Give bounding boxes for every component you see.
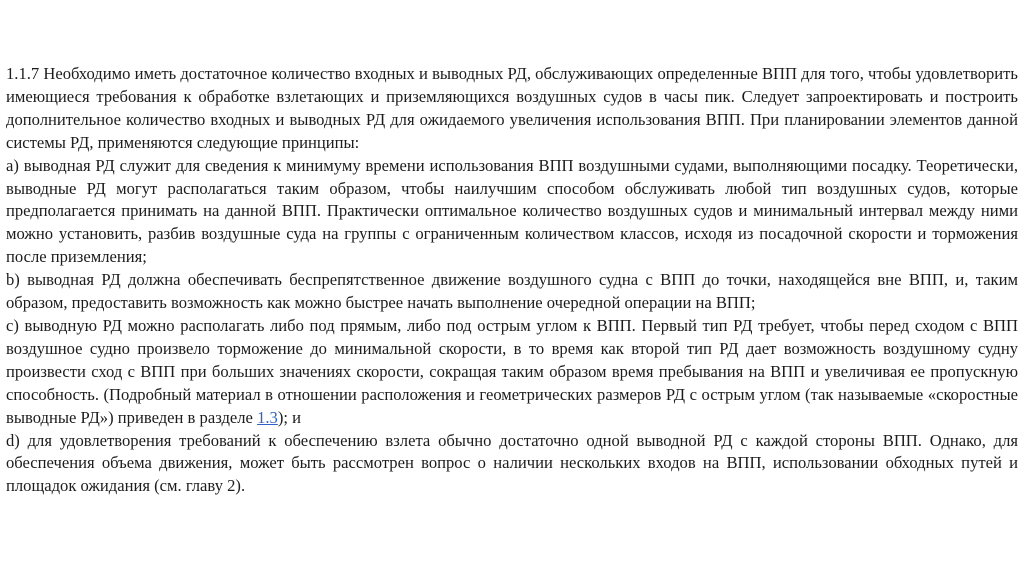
intro-paragraph: 1.1.7 Необходимо иметь достаточное количество входных и выводных РД, обслуживающих определенные ВПП для того, чтобы удовлетворить имеющиеся требования к обработке взлетающих и приземляющихся воздушных судов в часы пик. Следует запроектировать и построить дополнительное количество входных и выводных РД для ожидаемого увеличения использования ВПП. При планировании элементов данной системы РД, применяются следующие принципы:: [6, 64, 1018, 152]
list-item-a: а) выводная РД служит для сведения к минимуму времени использования ВПП воздушными судами, выполняющими посадку. Теоретически, выводные РД могут располагаться таким образом, чтобы наилучшим способом обслуживать любой тип воздушных судов, которые предполагается принимать на данной ВПП. Практически оптимальное количество воздушных судов и минимальный интервал между ними можно установить, разбив воздушные суда на группы с ограниченным количеством классов, исходя из посадочной скорости и торможения после приземления;: [6, 155, 1018, 267]
list-item-c-tail: ); и: [277, 407, 301, 427]
document-body: [6, 63, 1018, 498]
list-item-d: d) для удовлетворения требований к обеспечению взлета обычно достаточно одной выводной РД с каждой стороны ВПП. Однако, для обеспечения объема движения, может быть рассмотрен вопрос о наличии нескольких входов на ВПП, использовании обходных путей и площадок ожидания (см. главу 2).: [6, 430, 1018, 496]
list-item-c: [6, 315, 1018, 430]
list-item-c-text: с) выводную РД можно располагать либо под прямым, либо под острым углом к ВПП. Первый тип РД требует, чтобы перед сходом с ВПП воздушное судно произвело торможение до минимальной скорости, в то время как второй тип РД дает возможность воздушному судну произвести сход с ВПП при больших значениях скорости, сокращая таким образом время пребывания на ВПП и увеличивая ее пропускную способность. (Подробный материал в отношении расположения и геометрических размеров РД с острым углом (так называемые «скоростные выводные РД») приведен в разделе: [6, 315, 1018, 427]
list-item-b: b) выводная РД должна обеспечивать беспрепятственное движение воздушного судна с ВПП до точки, находящейся вне ВПП, и, таким образом, предоставить возможность как можно быстрее начать выполнение очередной операции на ВПП;: [6, 270, 1018, 313]
section-reference-link[interactable]: 1.3: [257, 407, 278, 427]
